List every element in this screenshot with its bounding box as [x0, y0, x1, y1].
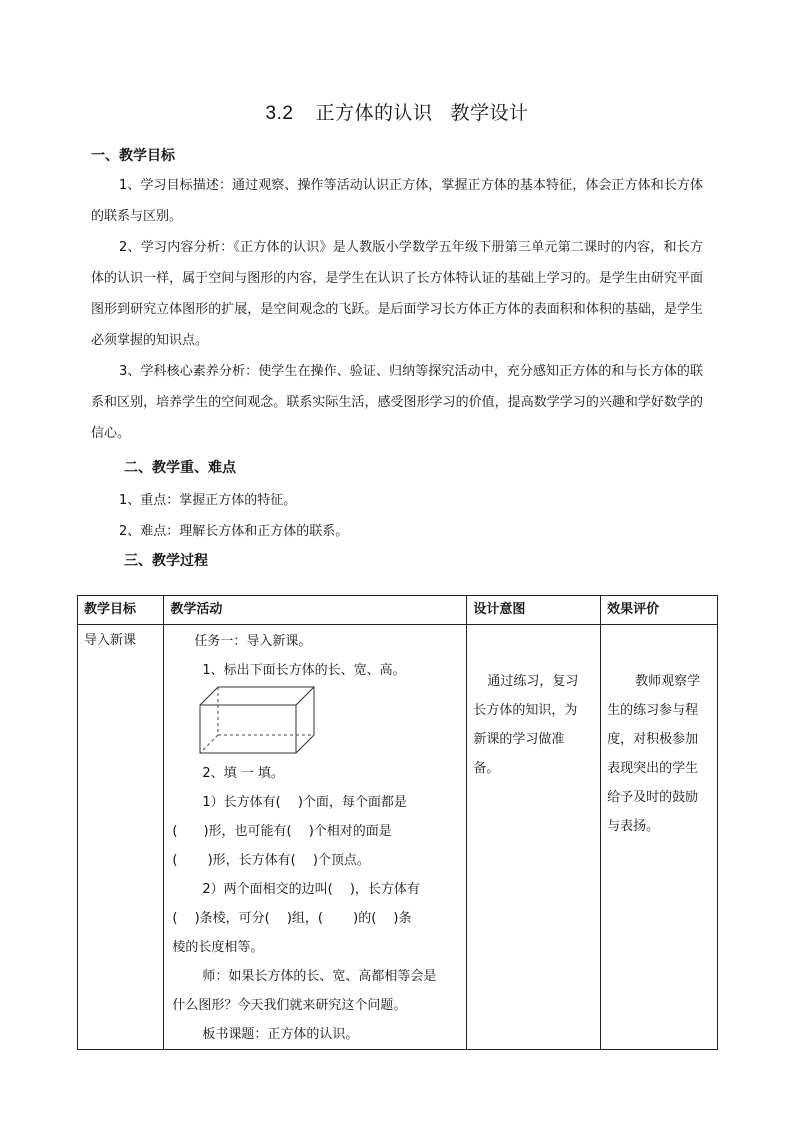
design-line: 通过练习，复习: [487, 674, 579, 689]
evaluation-line: 与表扬。: [607, 819, 660, 834]
key-point: 1、重点：掌握正方体的特征。: [119, 493, 297, 508]
design-line: 长方体的知识，为: [473, 703, 578, 718]
goal-paragraph-2: 2、学习内容分析：《正方体的认识》是人教版小学数学五年级下册第三单元第二课时的内容，和长方体的认识一样，属于空间与图形的内容，是学生在认识了长方体特认证的基础上学习的。是学生由研究平面图形到研究立体图形的扩展，是空间观念的飞跃。是后面学习长方体正方体的表面积和体积的基础，是学生必须掌握的知识点。: [91, 240, 703, 348]
activity-line: 2、填 一 填。: [202, 766, 284, 781]
cuboid-figure: [172, 685, 458, 759]
header-design: 设计意图: [467, 596, 601, 625]
evaluation-line: 生的练习参与程: [607, 703, 699, 718]
evaluation-line: 给予及时的鼓励: [607, 790, 699, 805]
cuboid-icon: [198, 685, 328, 757]
table-row: [78, 625, 718, 1050]
activity-line: ( )条棱，可分( )组，( )的( )条: [172, 911, 412, 926]
goal-paragraph-3: 3、学科核心素养分析：使学生在操作、验证、归纳等探究活动中，充分感知正方体的和与长方体的联系和区别，培养学生的空间观念。联系实际生活，感受图形学习的价值，提高数学学习的兴趣和学好数学的信心。: [91, 364, 703, 441]
activity-line: 1、标出下面长方体的长、宽、高。: [202, 663, 406, 678]
section-heading-keypoints: 二、教学重、难点: [124, 460, 236, 476]
activity-line: 师：如果长方体的长、宽、高都相等会是: [202, 969, 437, 984]
page-title: [0, 98, 794, 125]
evaluation-line: 度，对积极参加: [607, 732, 699, 747]
activity-line: 1）长方体有( )个面，每个面都是: [202, 795, 407, 810]
activity-line: 2）两个面相交的边叫( )，长方体有: [202, 882, 420, 897]
cell-goal: 导入新课: [78, 625, 164, 1050]
section-heading-goals: 一、教学目标: [91, 148, 175, 164]
design-line: 新课的学习做准: [473, 732, 565, 747]
evaluation-line: 教师观察学: [635, 674, 701, 689]
goal-paragraph-1: 1、学习目标描述：通过观察、操作等活动认识正方体，掌握正方体的基本特征，体会正方体和长方体的联系与区别。: [91, 178, 703, 224]
teaching-process-table: [77, 595, 718, 1050]
evaluation-line: 表现突出的学生: [607, 761, 699, 776]
activity-line: 任务一：导入新课。: [194, 634, 312, 649]
header-evaluation: 效果评价: [601, 596, 718, 625]
cell-design: [467, 625, 601, 1050]
header-activity: 教学活动: [164, 596, 467, 625]
difficulty-point: 2、难点：理解长方体和正方体的联系。: [119, 524, 349, 539]
activity-line: 什么图形？今天我们就来研究这个问题。: [172, 998, 407, 1013]
table-header-row: [78, 596, 718, 625]
section-heading-process: 三、教学过程: [124, 553, 208, 569]
cell-evaluation: [601, 625, 718, 1050]
title-number: 3.2: [265, 103, 294, 124]
activity-line: 板书课题：正方体的认识。: [202, 1027, 359, 1042]
design-line: 备。: [473, 761, 500, 776]
activity-line: 棱的长度相等。: [172, 940, 264, 955]
title-main: 正方体的认识: [315, 102, 433, 124]
title-suffix: 教学设计: [450, 102, 529, 124]
activity-line: ( )形，也可能有( )个相对的面是: [172, 824, 392, 839]
activity-line: ( )形，长方体有( )个顶点。: [172, 853, 370, 868]
cell-activity: [164, 625, 467, 1050]
header-goal: 教学目标: [78, 596, 164, 625]
